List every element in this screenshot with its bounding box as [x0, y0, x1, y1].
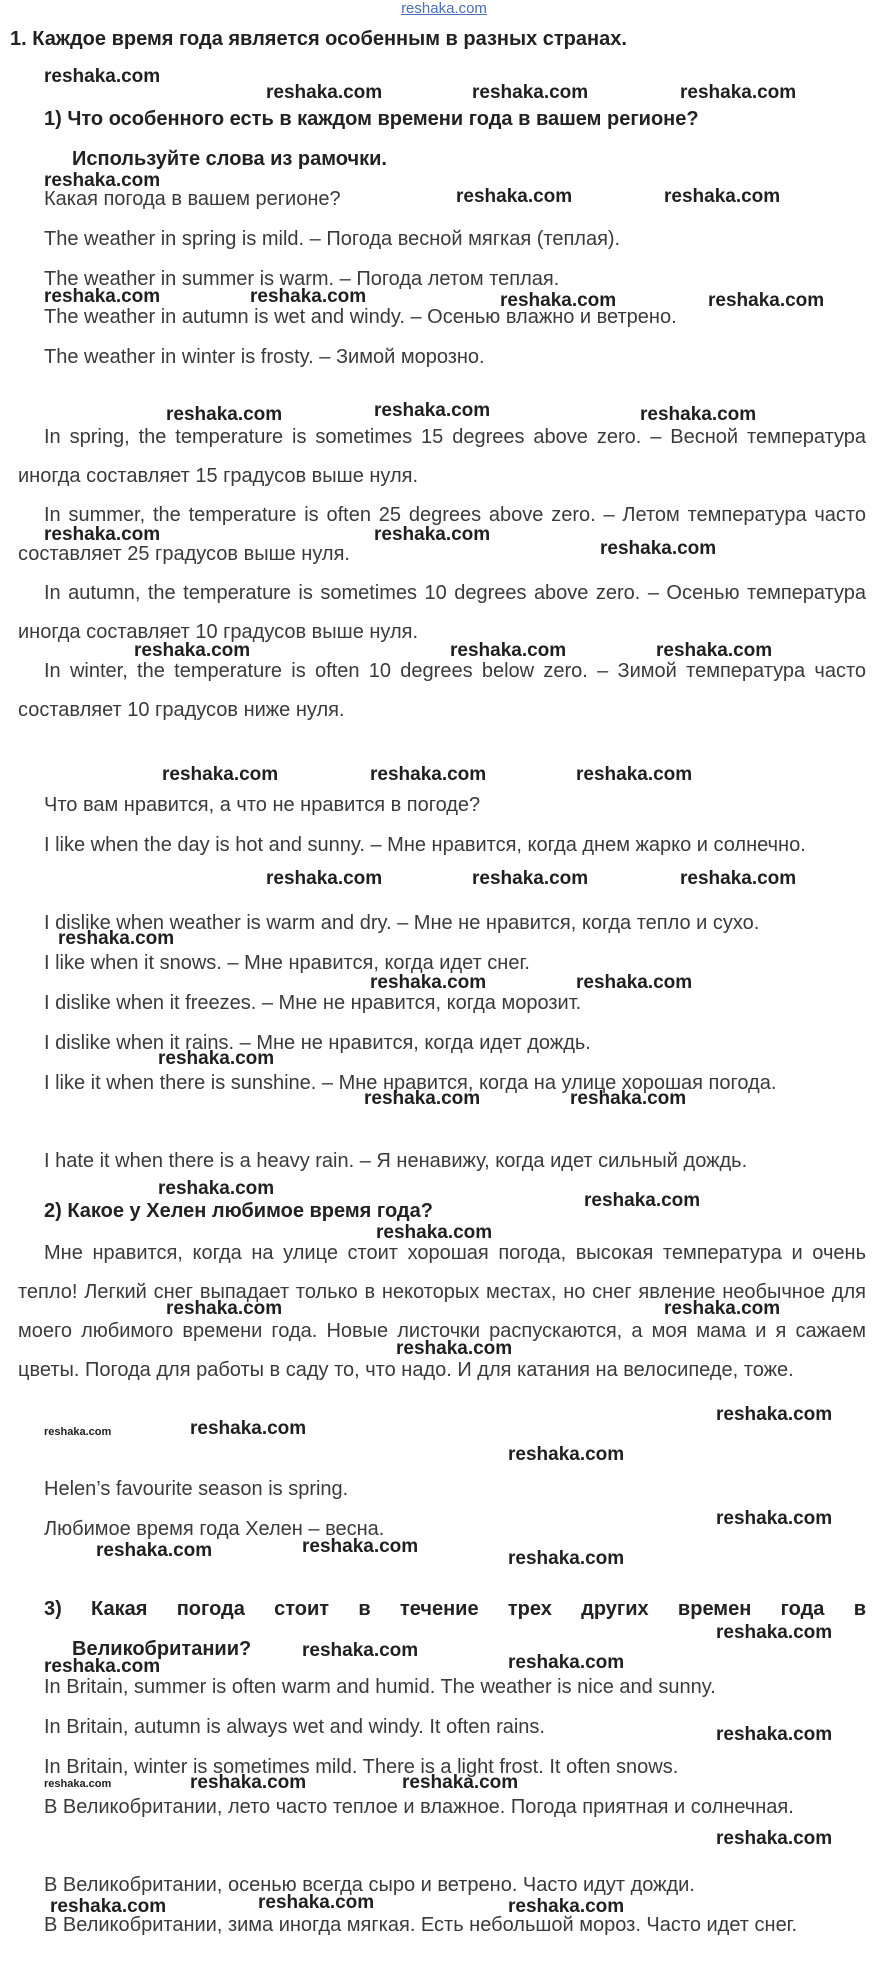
watermark: reshaka.com [58, 928, 175, 949]
watermark: reshaka.com [158, 1048, 275, 1069]
exercise-heading: 1. Каждое время года является особенным в разных странах. [10, 28, 627, 50]
watermark: reshaka.com [44, 524, 161, 545]
watermark: reshaka.com [664, 1298, 781, 1319]
watermark: reshaka.com [508, 1896, 625, 1917]
watermark: reshaka.com [716, 1508, 833, 1529]
q3-title-line2: Великобритании? [72, 1638, 252, 1660]
watermark: reshaka.com [472, 82, 589, 103]
likes-line: I dislike when it rains. – Мне не нравится, когда идет дождь. [44, 1032, 591, 1054]
watermark: reshaka.com [44, 1656, 161, 1677]
watermark: reshaka.com [508, 1444, 625, 1465]
watermark: reshaka.com [162, 764, 279, 785]
watermark: reshaka.com [250, 286, 367, 307]
watermark: reshaka.com [680, 82, 797, 103]
watermark: reshaka.com [664, 186, 781, 207]
watermark: reshaka.com [302, 1536, 419, 1557]
watermark: reshaka.com [600, 538, 717, 559]
watermark: reshaka.com [640, 404, 757, 425]
q3-en-line: In Britain, autumn is always wet and windy. It often rains. [44, 1716, 545, 1738]
watermark: reshaka.com [166, 404, 283, 425]
watermark: reshaka.com [576, 764, 693, 785]
watermark: reshaka.com [44, 1778, 112, 1790]
watermark: reshaka.com [456, 186, 573, 207]
temperature-paragraph: In spring, the temperature is sometimes 15 degrees above zero. – Весной температура иногда составляет 15 градусов выше нуля. [18, 426, 866, 487]
watermark: reshaka.com [716, 1404, 833, 1425]
watermark: reshaka.com [450, 640, 567, 661]
temperature-paragraph: In summer, the temperature is often 25 degrees above zero. – Летом температура часто составляет 25 градусов выше нуля. [18, 504, 866, 565]
likes-line: I like when it snows. – Мне нравится, когда идет снег. [44, 952, 530, 974]
likes-question: Что вам нравится, а что не нравится в погоде? [44, 794, 481, 816]
watermark: reshaka.com [656, 640, 773, 661]
watermark: reshaka.com [96, 1540, 213, 1561]
watermark: reshaka.com [508, 1652, 625, 1673]
watermark: reshaka.com [44, 66, 161, 87]
watermark: reshaka.com [364, 1088, 481, 1109]
watermark: reshaka.com [374, 524, 491, 545]
watermark: reshaka.com [134, 640, 251, 661]
watermark: reshaka.com [44, 1426, 112, 1438]
watermark: reshaka.com [258, 1892, 375, 1913]
watermark: reshaka.com [374, 400, 491, 421]
watermark: reshaka.com [500, 290, 617, 311]
watermark: reshaka.com [190, 1418, 307, 1439]
q2-answer-en: Helen’s favourite season is spring. [44, 1478, 349, 1500]
watermark: reshaka.com [716, 1622, 833, 1643]
site-header-link[interactable]: reshaka.com [401, 0, 487, 17]
watermark: reshaka.com [44, 286, 161, 307]
q2-paragraph: Мне нравится, когда на улице стоит хорошая погода, высокая температура и очень тепло! Легкий снег выпадает только в некоторых местах, но снег явление необычное для моего любимого времени года. Новые листочки распускаются, а моя мама и я сажаем цветы. Погода для работы в саду то, что надо. И для катания на велосипеде, тоже. [18, 1242, 866, 1381]
q2-title: 2) Какое у Хелен любимое время года? [44, 1200, 433, 1222]
watermark: reshaka.com [570, 1088, 687, 1109]
watermark: reshaka.com [716, 1828, 833, 1849]
weather-line: The weather in winter is frosty. – Зимой морозно. [44, 346, 485, 368]
watermark: reshaka.com [402, 1772, 519, 1793]
temperature-paragraph: In autumn, the temperature is sometimes 10 degrees above zero. – Осенью температура иногда составляет 10 градусов выше нуля. [18, 582, 866, 643]
watermark: reshaka.com [50, 1896, 167, 1917]
weather-line: The weather in autumn is wet and windy. – Осенью влажно и ветрено. [44, 306, 677, 328]
likes-line: I dislike when it freezes. – Мне не нравится, когда морозит. [44, 992, 582, 1014]
temperature-paragraph: In winter, the temperature is often 10 degrees below zero. – Зимой температура часто составляет 10 градусов ниже нуля. [18, 660, 866, 721]
q3-title-line1: 3) Какая погода стоит в течение трех других времен года в [44, 1598, 866, 1620]
q1-title-line2: Используйте слова из рамочки. [72, 148, 387, 170]
watermark: reshaka.com [158, 1178, 275, 1199]
q2-answer-ru: Любимое время года Хелен – весна. [44, 1518, 385, 1540]
q3-ru-paragraph: В Великобритании, лето часто теплое и влажное. Погода приятная и солнечная. [44, 1796, 794, 1818]
watermark: reshaka.com [370, 972, 487, 993]
q3-en-line: In Britain, winter is sometimes mild. There is a light frost. It often snows. [44, 1756, 679, 1778]
likes-line: I hate it when there is a heavy rain. – Я ненавижу, когда идет сильный дождь. [44, 1150, 748, 1172]
likes-line: I dislike when weather is warm and dry. – Мне не нравится, когда тепло и сухо. [44, 912, 760, 934]
q1-title-line1: 1) Что особенного есть в каждом времени года в вашем регионе? [44, 108, 699, 130]
likes-line: I like when the day is hot and sunny. – Мне нравится, когда днем жарко и солнечно. [44, 834, 806, 856]
q3-ru-paragraph: В Великобритании, зима иногда мягкая. Есть небольшой мороз. Часто идет снег. [44, 1914, 798, 1936]
weather-line: The weather in summer is warm. – Погода летом теплая. [44, 268, 560, 290]
watermark: reshaka.com [266, 868, 383, 889]
watermark: reshaka.com [376, 1222, 493, 1243]
watermark: reshaka.com [190, 1772, 307, 1793]
watermark: reshaka.com [370, 764, 487, 785]
weather-line: The weather in spring is mild. – Погода весной мягкая (теплая). [44, 228, 621, 250]
watermark: reshaka.com [44, 170, 161, 191]
q3-en-line: In Britain, summer is often warm and humid. The weather is nice and sunny. [44, 1676, 716, 1698]
watermark: reshaka.com [716, 1724, 833, 1745]
watermark: reshaka.com [708, 290, 825, 311]
watermark: reshaka.com [584, 1190, 701, 1211]
likes-line: I like it when there is sunshine. – Мне нравится, когда на улице хорошая погода. [44, 1072, 777, 1094]
watermark: reshaka.com [576, 972, 693, 993]
q3-ru-paragraph: В Великобритании, осенью всегда сыро и ветрено. Часто идут дожди. [44, 1874, 695, 1896]
watermark: reshaka.com [396, 1338, 513, 1359]
watermark: reshaka.com [266, 82, 383, 103]
watermark: reshaka.com [166, 1298, 283, 1319]
watermark: reshaka.com [508, 1548, 625, 1569]
weather-question: Какая погода в вашем регионе? [44, 188, 341, 210]
watermark: reshaka.com [302, 1640, 419, 1661]
watermark: reshaka.com [472, 868, 589, 889]
watermark: reshaka.com [680, 868, 797, 889]
